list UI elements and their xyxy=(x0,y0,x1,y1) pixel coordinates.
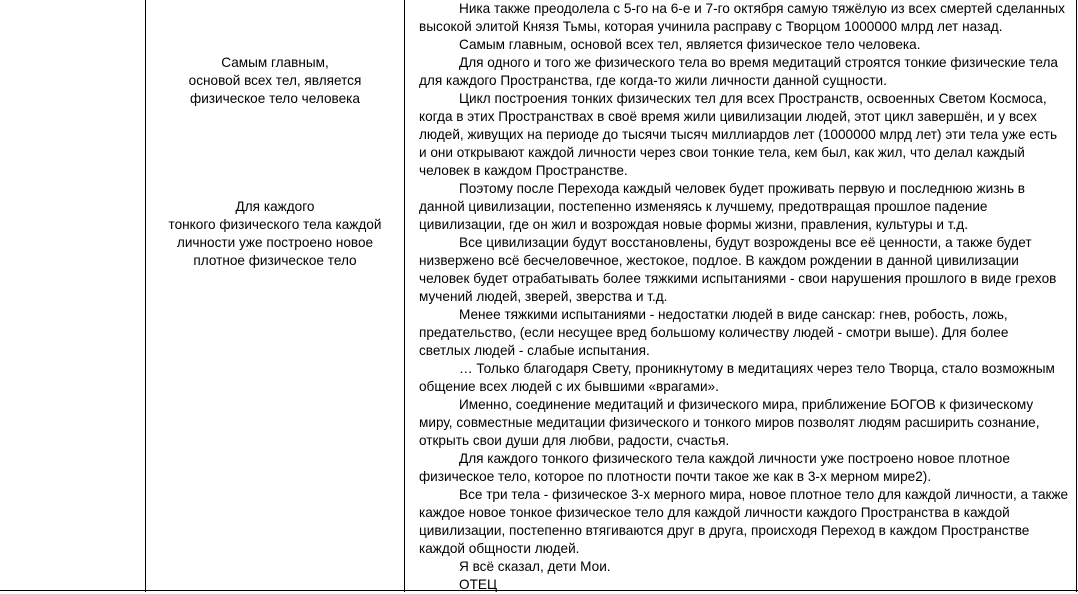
paragraph: Для одного и того же физического тела во время медитаций строятся тонкие физические тела для каждого Пространства, где когда-то жили личности данной сущности. xyxy=(419,55,1058,88)
paragraph: Все три тела - физическое 3-х мерного мира, новое плотное тело для каждой личности, а также каждое новое тонкое физическое тело для каждой личности каждого Пространства в каждой цивилизации, постепенно втягиваются друг в друга, происходя Переход в каждом Пространстве каждой общности людей. xyxy=(419,487,1069,556)
paragraph: Именно, соединение медитаций и физического мира, приближение БОГОВ к физическому миру, совместные медитации физического и тонкого миров позволят людям расширить сознание, открыть свои души для любви, радости, счастья. xyxy=(419,397,1040,448)
paragraph: Поэтому после Перехода каждый человек будет проживать первую и последнюю жизнь в данной цивилизации, постепенно изменяясь к лучшему, предотвращая прошлое падение цивилизации, где он жил и возрождая новые формы жизни, правления, культуры и т.д. xyxy=(419,181,1026,232)
column-divider-2 xyxy=(404,0,405,592)
closing-line: Я всё сказал, дети Мои. xyxy=(459,559,611,574)
paragraph: … Только благодаря Свету, проникнутому в медитациях через тело Творца, стало возможным общение всех людей с их бывшими «врагами». xyxy=(419,361,1055,394)
paragraph: Самым главным, основой всех тел, является физическое тело человека. xyxy=(459,37,921,52)
paragraph: Цикл построения тонких физических тел для всех Пространств, освоенных Светом Космоса, когда в этих Пространствах в своё время жили цивилизации людей, этот цикл завершён, и у всех людей, живущих на периоде до тысячи тысяч миллиардов лет (1000000 млрд лет) эти тела уже есть и они открывают каждой личности через свои тонкие тела, кем был, как жил, что делал каждый человек в каждом Пространстве. xyxy=(419,91,1058,178)
paragraph: Для каждого тонкого физического тела каждой личности уже построено новое плотное физическое тело, которое по плотности почти такое же как в 3-х мерном мире2). xyxy=(419,451,1010,484)
paragraph: Все цивилизации будут восстановлены, будут возрождены все её ценности, а также будет низвержено всё бесчеловечное, жестокое, подлое. В каждом рождении в данной цивилизации человек будет отрабатывать более тяжкими испытаниями - свои нарушения прошлого в виде грехов мучений людей, зверей, зверства и т.д. xyxy=(419,235,1057,304)
left-summary-1: Самым главным, основой всех тел, является физическое тело человека xyxy=(188,55,362,106)
left-summary-2: Для каждого тонкого физического тела каждой личности уже построено новое плотное физическое тело xyxy=(168,199,382,268)
table-right-border xyxy=(1076,0,1077,592)
main-text-column xyxy=(419,0,1075,594)
paragraph: Ника также преодолела с 5-го на 6-е и 7-го октября самую тяжёлую из всех смертей сделанных высокой элитой Князя Тьмы, которая учинила расправу с Творцом 1000000 млрд лет назад. xyxy=(419,1,1065,34)
signature: ОТЕЦ xyxy=(459,577,498,592)
paragraph: Менее тяжкими испытаниями - недостатки людей в виде санскар: гнев, робость, ложь, предательство, (если несущее вред большому количеству людей - смотри выше). Для более светлых людей - слабые испытания. xyxy=(419,307,1009,358)
